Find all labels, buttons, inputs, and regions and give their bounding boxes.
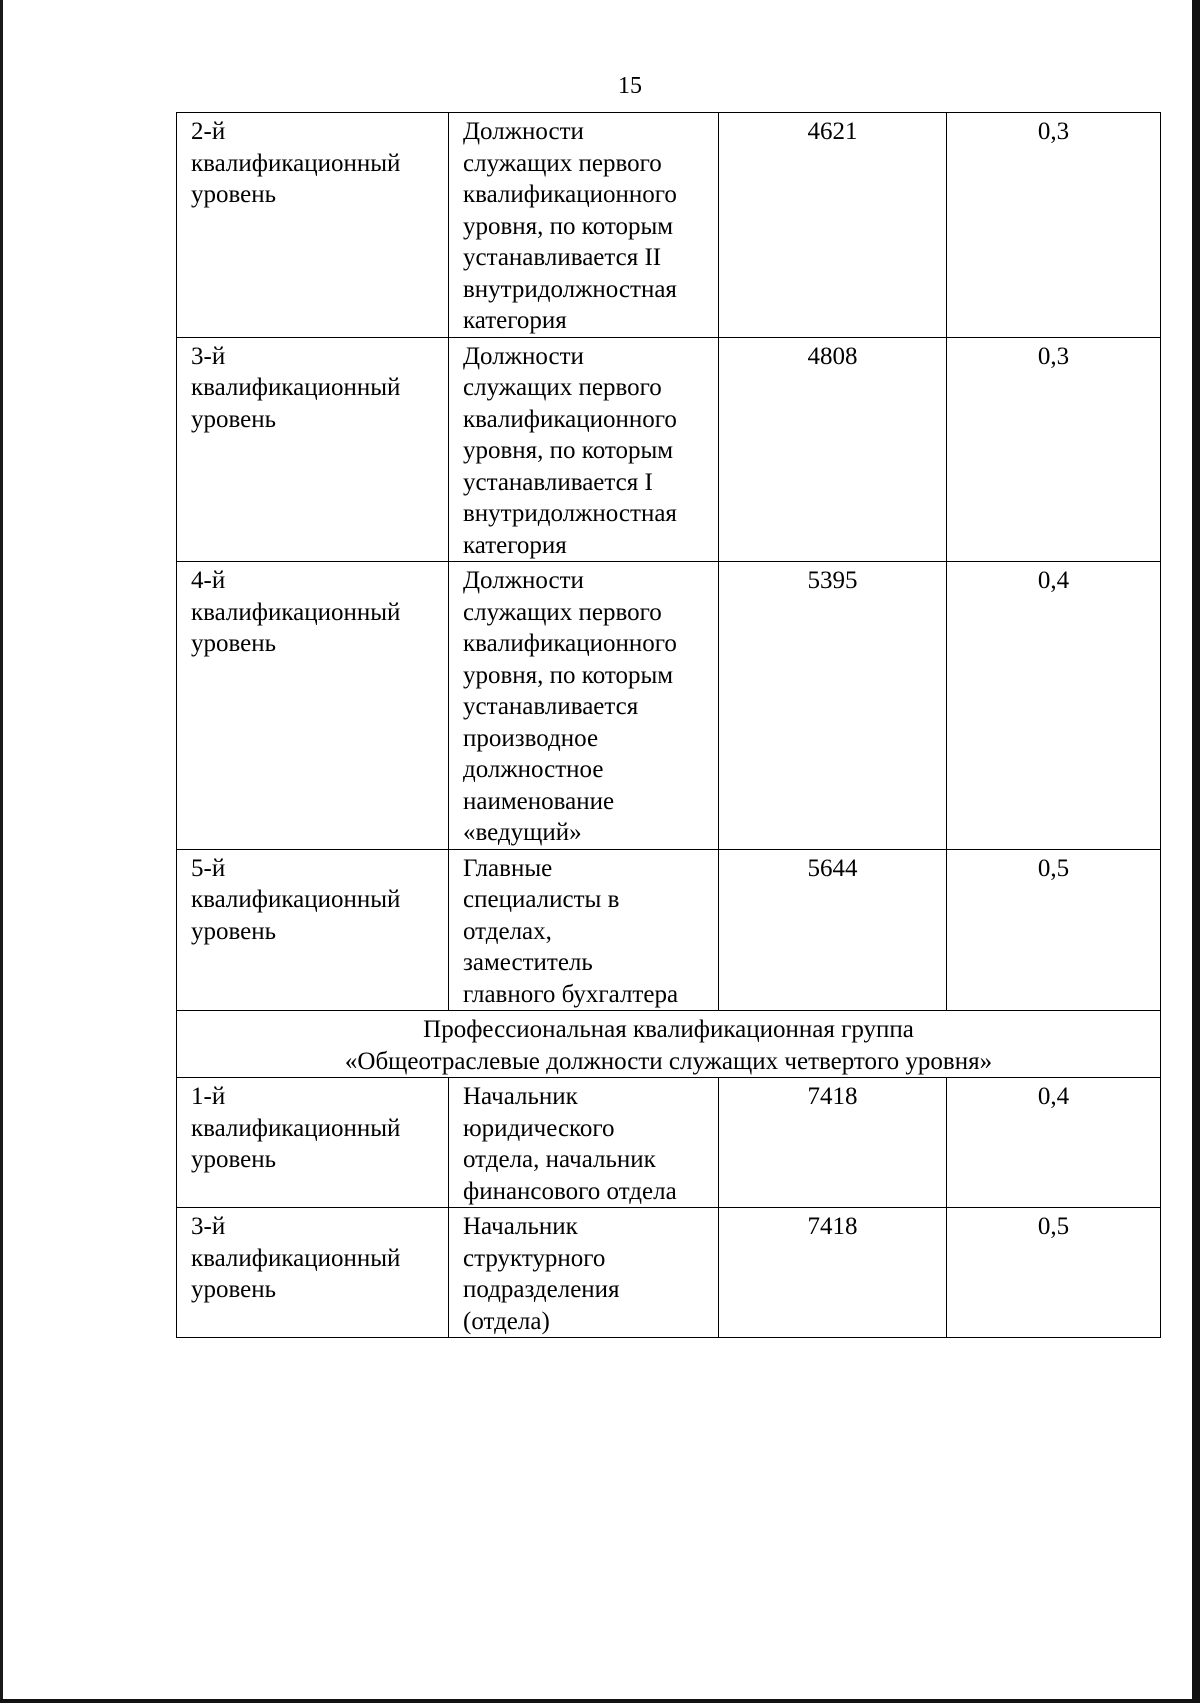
page-number: 15	[618, 73, 642, 99]
table-row	[177, 1078, 1161, 1208]
group-header-cell	[177, 1011, 1161, 1078]
coefficient-cell	[947, 1078, 1161, 1208]
level-cell	[177, 113, 449, 338]
level-cell	[177, 1208, 449, 1338]
table-row	[177, 337, 1161, 562]
positions-cell	[449, 113, 719, 338]
table-row	[177, 1208, 1161, 1338]
coefficient-cell	[947, 849, 1161, 1011]
positions-text: Должности служащих первого квалификационного уровня, по которым устанавливается производное должностное наименование «ведущий»	[463, 567, 677, 846]
salary-cell	[719, 113, 947, 338]
level-text: 4-й квалификационный уровень	[191, 567, 401, 657]
coefficient-value: 0,3	[1037, 118, 1070, 145]
coefficient-value: 0,3	[1037, 342, 1070, 370]
positions-text: Начальник юридического отдела, начальник финансового отдела	[463, 1083, 677, 1205]
positions-text: Главные специалисты в отделах, заместитель главного бухгалтера	[463, 854, 679, 1008]
coefficient-cell	[947, 1208, 1161, 1338]
salary-value: 7418	[807, 1083, 858, 1110]
positions-cell	[449, 1208, 719, 1338]
coefficient-cell	[947, 113, 1161, 338]
page-scan-edge-right	[1192, 0, 1200, 1703]
level-text: 1-й квалификационный уровень	[191, 1083, 401, 1173]
qualification-table	[176, 112, 1161, 1338]
table-row	[177, 562, 1161, 850]
coefficient-value: 0,4	[1037, 1083, 1070, 1110]
coefficient-value: 0,4	[1037, 567, 1070, 594]
salary-cell	[719, 849, 947, 1011]
group-header-row	[177, 1011, 1161, 1078]
group-header-line2: «Общеотраслевые должности служащих четвертого уровня»	[344, 1047, 993, 1075]
level-cell	[177, 562, 449, 850]
table-row	[177, 113, 1161, 338]
salary-value: 7418	[807, 1213, 858, 1240]
salary-value: 4808	[807, 342, 858, 370]
page-scan-edge-bottom	[0, 1699, 1200, 1703]
coefficient-cell	[947, 337, 1161, 562]
coefficient-cell	[947, 562, 1161, 850]
positions-cell	[449, 337, 719, 562]
salary-value: 5644	[807, 854, 858, 882]
positions-cell	[449, 562, 719, 850]
salary-value: 4621	[807, 118, 858, 145]
coefficient-value: 0,5	[1037, 854, 1070, 882]
salary-value: 5395	[807, 567, 858, 594]
positions-cell	[449, 849, 719, 1011]
level-cell	[177, 337, 449, 562]
salary-cell	[719, 337, 947, 562]
positions-text: Должности служащих первого квалификационного уровня, по которым устанавливается II внутридолжностная категория	[463, 118, 677, 334]
level-text: 5-й квалификационный уровень	[191, 854, 401, 945]
group-header-line1: Профессиональная квалификационная группа	[423, 1016, 914, 1043]
coefficient-value: 0,5	[1037, 1213, 1070, 1240]
positions-cell	[449, 1078, 719, 1208]
positions-text: Должности служащих первого квалификационного уровня, по которым устанавливается I внутридолжностная категория	[463, 342, 677, 559]
level-cell	[177, 849, 449, 1011]
level-text: 3-й квалификационный уровень	[191, 1213, 401, 1303]
level-cell	[177, 1078, 449, 1208]
level-text: 3-й квалификационный уровень	[191, 342, 401, 433]
positions-text: Начальник структурного подразделения (отдела)	[463, 1213, 620, 1335]
level-text: 2-й квалификационный уровень	[191, 118, 401, 208]
page-scan-edge-left	[0, 0, 3, 1703]
salary-cell	[719, 1208, 947, 1338]
salary-cell	[719, 1078, 947, 1208]
table-row	[177, 849, 1161, 1011]
salary-cell	[719, 562, 947, 850]
